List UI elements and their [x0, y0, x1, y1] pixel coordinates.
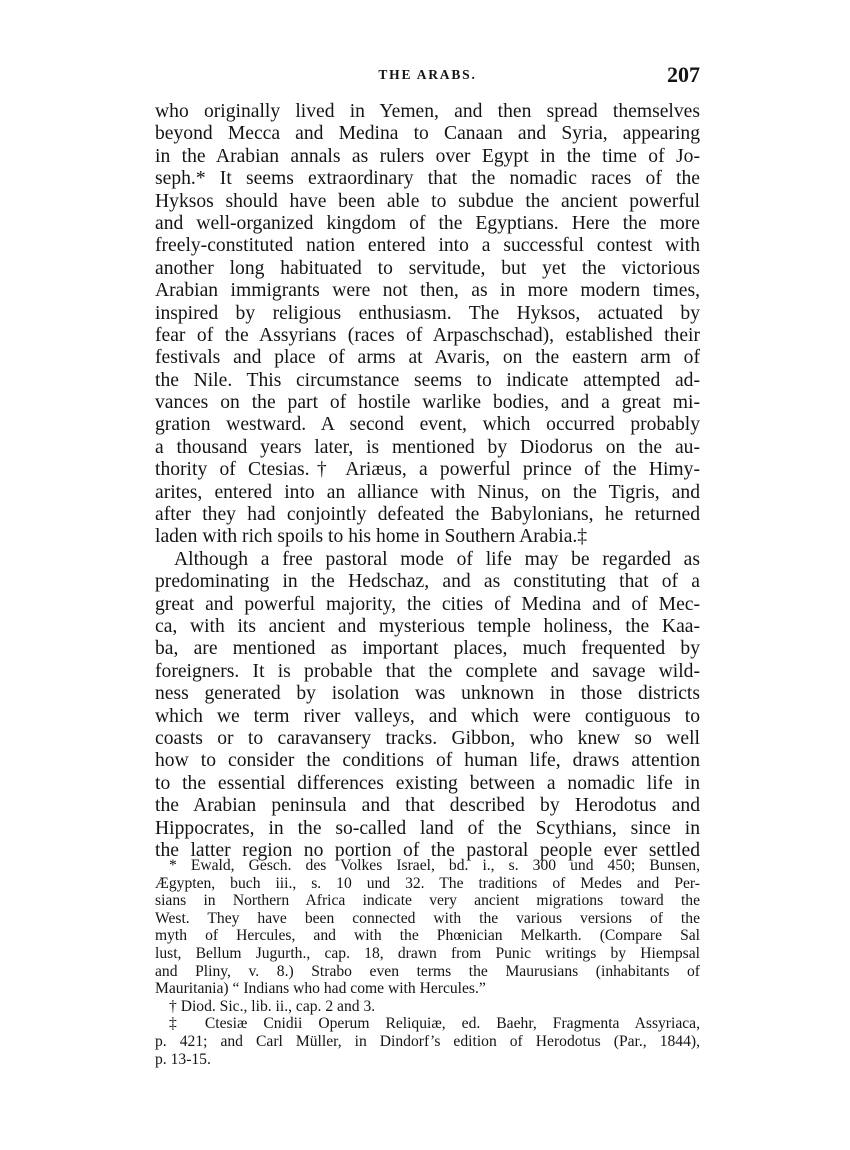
body-line: another long habituated to servitude, but yet the victorious — [155, 257, 700, 279]
body-line: Hyksos should have been able to subdue the ancient powerful — [155, 190, 700, 212]
body-line: a thousand years later, is mentioned by Diodorus on the au- — [155, 436, 700, 458]
body-line: the Nile. This circumstance seems to indicate attempted ad- — [155, 369, 700, 391]
body-line: and well-organized kingdom of the Egyptians. Here the more — [155, 212, 700, 234]
body-line: thority of Ctesias.† Ariæus, a powerful prince of the Himy- — [155, 459, 700, 481]
footnote-line: Mauritania) “ Indians who had come with Hercules.” — [155, 980, 486, 998]
body-line: the Arabian peninsula and that described by Herodotus and — [155, 795, 700, 817]
footnote-line: p. 13-15. — [155, 1050, 211, 1068]
body-line: how to consider the conditions of human life, draws attention — [155, 750, 700, 772]
body-line: after they had conjointly defeated the Babylonians, he returned — [155, 504, 700, 526]
footnote-line: Ægypten, buch iii., s. 10 und 32. The traditions of Medes and Per- — [155, 874, 700, 892]
body-line: who originally lived in Yemen, and then spread themselves — [155, 101, 700, 122]
body-line: gration westward. A second event, which occurred probably — [155, 414, 700, 436]
body-text — [155, 101, 700, 862]
body-line: ca, with its ancient and mysterious temple holiness, the Kaa- — [155, 615, 700, 637]
body-line: fear of the Assyrians (races of Arpaschschad), established their — [155, 324, 700, 346]
body-line: to the essential differences existing between a nomadic life in — [155, 772, 700, 794]
body-line: great and powerful majority, the cities of Medina and of Mec- — [155, 593, 700, 615]
footnote-line: † Diod. Sic., lib. ii., cap. 2 and 3. — [169, 997, 376, 1015]
running-head: THE ARABS. — [378, 67, 477, 82]
body-line: predominating in the Hedschaz, and as constituting that of a — [155, 571, 700, 593]
footnote-line: West. They have been connected with the various versions of the — [155, 909, 700, 927]
body-line: ba, are mentioned as important places, much frequented by — [155, 638, 700, 660]
body-line: Although a free pastoral mode of life may be regarded as — [174, 548, 700, 570]
footnote-line: myth of Hercules, and with the Phœnician Melkarth. (Compare Sal — [155, 927, 700, 945]
body-line: arites, entered into an alliance with Ninus, on the Tigris, and — [155, 481, 700, 503]
body-line: ness generated by isolation was unknown in those districts — [155, 683, 700, 705]
footnote-line: p. 421; and Carl Müller, in Dindorf’s edition of Herodotus (Par., 1844), — [155, 1032, 700, 1050]
body-line: Hippocrates, in the so-called land of the Scythians, since in — [155, 817, 700, 839]
body-line: Arabian immigrants were not then, as in more modern times, — [155, 280, 700, 302]
body-line: coasts or to caravansery tracks. Gibbon, who knew so well — [155, 727, 700, 749]
footnote-line: sians in Northern Africa indicate very ancient migrations toward the — [155, 892, 700, 910]
footnote-line: * Ewald, Gesch. des Volkes Israel, bd. i., s. 300 und 450; Bunsen, — [169, 857, 700, 874]
footnote-line: lust, Bellum Jugurth., cap. 18, drawn from Punic writings by Hiempsal — [155, 944, 700, 962]
body-line: the latter region no portion of the pastoral people ever settled — [155, 839, 700, 861]
body-line: foreigners. It is probable that the complete and savage wild- — [155, 660, 700, 682]
body-line: laden with rich spoils to his home in Southern Arabia.‡ — [155, 526, 588, 548]
body-line: freely-constituted nation entered into a successful contest with — [155, 235, 700, 257]
body-line: beyond Mecca and Medina to Canaan and Syria, appearing — [155, 123, 700, 145]
footnotes — [155, 857, 700, 1068]
body-line: inspired by religious enthusiasm. The Hyksos, actuated by — [155, 302, 700, 324]
footnote-line: ‡ Ctesiæ Cnidii Operum Reliquiæ, ed. Baehr, Fragmenta Assyriaca, — [169, 1015, 700, 1033]
page-number: 207 — [667, 62, 700, 87]
body-line: festivals and place of arms at Avaris, on the eastern arm of — [155, 347, 700, 369]
footnote-line: and Pliny, v. 8.) Strabo even terms the Maurusians (inhabitants of — [155, 962, 700, 980]
page-header — [155, 62, 700, 92]
body-line: which we term river valleys, and which were contiguous to — [155, 705, 700, 727]
body-line: vances on the part of hostile warlike bodies, and a great mi- — [155, 392, 700, 414]
body-line: in the Arabian annals as rulers over Egypt in the time of Jo- — [155, 145, 700, 167]
body-line: seph.* It seems extraordinary that the nomadic races of the — [155, 168, 700, 190]
